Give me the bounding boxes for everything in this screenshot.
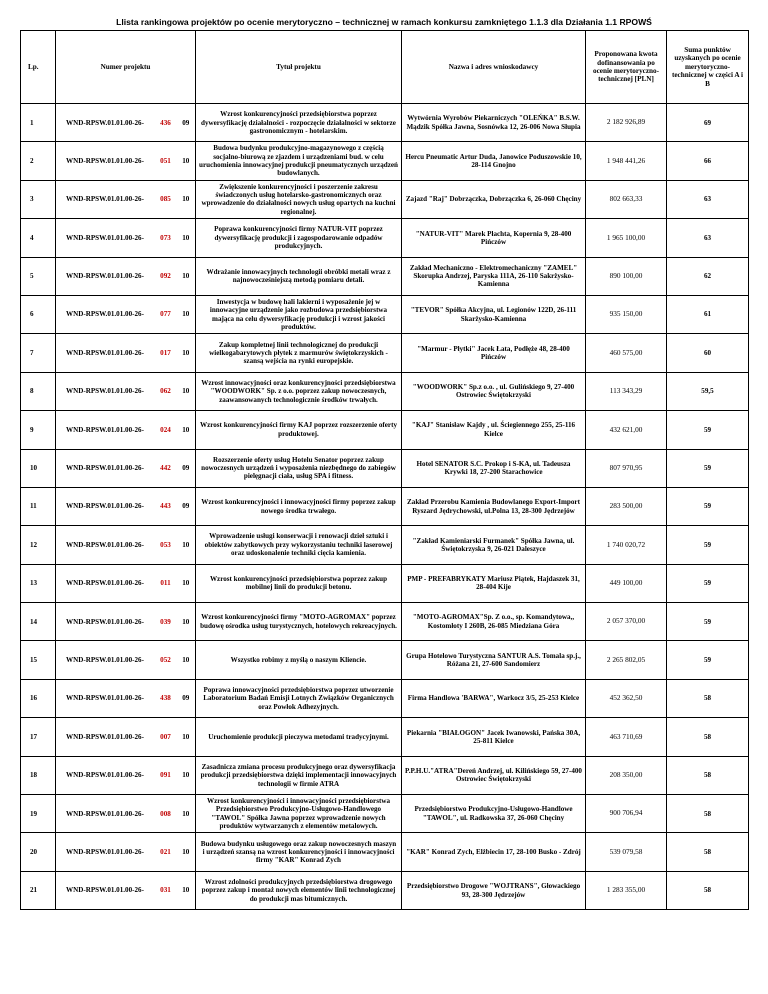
project-number-prefix: WND-RPSW.01.01.00-26-: [56, 411, 155, 449]
table-row: [21, 334, 749, 372]
table-row: [21, 219, 749, 257]
project-title: Poprawa innowacyjności przedsiębiorstwa poprzez utworzenie Laboratorium Badań Emisji Lotnych Związków Organicznych oraz Powłok Adhezyjnych.: [196, 679, 402, 717]
project-code: 011: [155, 564, 177, 602]
row-lp: 1: [21, 104, 56, 142]
project-title: Wszystko robimy z myślą o naszym Kliencie.: [196, 641, 402, 679]
project-version: 10: [177, 833, 196, 871]
table-row: [21, 142, 749, 180]
table-row: [21, 295, 749, 333]
funding-amount: 890 100,00: [586, 257, 667, 295]
project-number-prefix: WND-RPSW.01.01.00-26-: [56, 180, 155, 218]
project-version: 10: [177, 257, 196, 295]
project-number-prefix: WND-RPSW.01.01.00-26-: [56, 104, 155, 142]
project-version: 10: [177, 334, 196, 372]
points-total: 58: [667, 833, 749, 871]
points-total: 63: [667, 180, 749, 218]
project-code: 051: [155, 142, 177, 180]
row-lp: 21: [21, 871, 56, 909]
applicant-name-address: "MOTO-AGROMAX"Sp. Z o.o., sp. Komandytowa,, Kostomłoty I 260B, 26-085 Miedziana Góra: [402, 603, 586, 641]
project-number-prefix: WND-RPSW.01.01.00-26-: [56, 219, 155, 257]
points-total: 59: [667, 564, 749, 602]
applicant-name-address: Grupa Hotelowo Turystyczna SANTUR A.S. Tomala sp.j., Różana 21, 27-600 Sandomierz: [402, 641, 586, 679]
applicant-name-address: PMP - PREFABRYKATY Mariusz Piątek, Hajdaszek 31, 28-404 Kije: [402, 564, 586, 602]
project-version: 09: [177, 449, 196, 487]
row-lp: 3: [21, 180, 56, 218]
project-number-prefix: WND-RPSW.01.01.00-26-: [56, 257, 155, 295]
table-row: [21, 487, 749, 525]
project-title: Rozszerzenie oferty usług Hotelu Senator poprzez zakup nowoczesnych urządzeń i wyposażenia niezbędnego do zabiegów pielęgnacji ciała, usług SPA i fitness.: [196, 449, 402, 487]
points-total: 58: [667, 718, 749, 756]
header-project-title: Tytuł projektu: [196, 31, 402, 104]
project-version: 10: [177, 219, 196, 257]
row-lp: 10: [21, 449, 56, 487]
row-lp: 12: [21, 526, 56, 564]
project-version: 10: [177, 411, 196, 449]
table-row: [21, 449, 749, 487]
project-code: 438: [155, 679, 177, 717]
project-code: 062: [155, 372, 177, 410]
applicant-name-address: "KAR" Konrad Zych, Elżbiecin 17, 28-100 Busko - Zdrój: [402, 833, 586, 871]
funding-amount: 2 182 926,89: [586, 104, 667, 142]
project-version: 09: [177, 679, 196, 717]
applicant-name-address: "WOODWORK" Sp.z o.o. , ul. Gulińskiego 9, 27-400 Ostrowiec Świętokrzyski: [402, 372, 586, 410]
points-total: 59: [667, 603, 749, 641]
project-code: 008: [155, 795, 177, 833]
funding-amount: 802 663,33: [586, 180, 667, 218]
project-code: 039: [155, 603, 177, 641]
project-title: Wprowadzenie usługi konserwacji i renowacji dzieł sztuki i obiektów zabytkowych przy wykorzystaniu techniki laserowej oraz udoskonalenie techniki cięcia kamienia.: [196, 526, 402, 564]
project-number-prefix: WND-RPSW.01.01.00-26-: [56, 334, 155, 372]
funding-amount: 449 100,00: [586, 564, 667, 602]
points-total: 69: [667, 104, 749, 142]
project-number-prefix: WND-RPSW.01.01.00-26-: [56, 526, 155, 564]
table-row: [21, 871, 749, 909]
project-code: 442: [155, 449, 177, 487]
header-project-number: Numer projektu: [56, 31, 196, 104]
row-lp: 14: [21, 603, 56, 641]
project-title: Budowa budynku usługowego oraz zakup nowoczesnych maszyn i urządzeń szansą na wzrost konkurencyjności i innowacyjności firmy "KAR" Konrad Zych: [196, 833, 402, 871]
points-total: 59,5: [667, 372, 749, 410]
project-number-prefix: WND-RPSW.01.01.00-26-: [56, 833, 155, 871]
row-lp: 9: [21, 411, 56, 449]
project-title: Zwiększenie konkurencyjności i poszerzenie zakresu świadczonych usług hotelarsko-gastronomicznych oraz wprowadzenie do działalności nowych usług opartych na kuchni regionalnej.: [196, 180, 402, 218]
project-title: Wzrost konkurencyjności i innowacyjności przedsiębiorstwa Przedsiębiorstwo Produkcyjno-Usługowo-Handlowego "TAWOL" Spółka Jawna poprzez wprowadzenie nowych produktów wytwarzanych z elementów metalowych.: [196, 795, 402, 833]
funding-amount: 432 621,00: [586, 411, 667, 449]
row-lp: 16: [21, 679, 56, 717]
funding-amount: 935 150,00: [586, 295, 667, 333]
project-title: Zakup kompletnej linii technologicznej do produkcji wielkogabarytowych płytek z marmurów świętokrzyskich - szansą wejścia na rynki europejskie.: [196, 334, 402, 372]
applicant-name-address: P.P.H.U."ATRA"Dereń Andrzej, ul. Kilińskiego 59, 27-400 Ostrowiec Świętokrzyski: [402, 756, 586, 794]
row-lp: 11: [21, 487, 56, 525]
points-total: 59: [667, 641, 749, 679]
header-lp: Lp.: [21, 31, 56, 104]
applicant-name-address: "NATUR-VIT" Marek Płachta, Kopernia 9, 28-400 Pińczów: [402, 219, 586, 257]
table-row: [21, 641, 749, 679]
project-code: 024: [155, 411, 177, 449]
table-row: [21, 564, 749, 602]
funding-amount: 1 965 100,00: [586, 219, 667, 257]
points-total: 63: [667, 219, 749, 257]
applicant-name-address: Zakład Przerobu Kamienia Budowlanego Export-Import Ryszard Jędrychowski, ul.Polna 13, 28-300 Jędrzejów: [402, 487, 586, 525]
project-code: 436: [155, 104, 177, 142]
applicant-name-address: Firma Handlowa 'BARWA", Warkocz 3/5, 25-253 Kielce: [402, 679, 586, 717]
row-lp: 6: [21, 295, 56, 333]
project-version: 10: [177, 756, 196, 794]
project-code: 443: [155, 487, 177, 525]
table-row: [21, 372, 749, 410]
row-lp: 20: [21, 833, 56, 871]
project-version: 09: [177, 104, 196, 142]
points-total: 62: [667, 257, 749, 295]
project-version: 10: [177, 718, 196, 756]
project-code: 007: [155, 718, 177, 756]
project-version: 10: [177, 641, 196, 679]
funding-amount: 452 362,50: [586, 679, 667, 717]
project-number-prefix: WND-RPSW.01.01.00-26-: [56, 795, 155, 833]
points-total: 58: [667, 756, 749, 794]
funding-amount: 539 079,58: [586, 833, 667, 871]
project-number-prefix: WND-RPSW.01.01.00-26-: [56, 718, 155, 756]
project-number-prefix: WND-RPSW.01.01.00-26-: [56, 372, 155, 410]
funding-amount: 208 350,00: [586, 756, 667, 794]
row-lp: 15: [21, 641, 56, 679]
funding-amount: 2 057 370,00: [586, 603, 667, 641]
project-version: 10: [177, 603, 196, 641]
applicant-name-address: "KAJ" Stanisław Kajdy , ul. Ściegiennego 255, 25-116 Kielce: [402, 411, 586, 449]
points-total: 59: [667, 526, 749, 564]
project-title: Wzrost zdolności produkcyjnych przedsiębiorstwa drogowego poprzez zakup i montaż nowych elementów linii technologicznej do produkcji mas bitumicznych.: [196, 871, 402, 909]
document-title: Llista rankingowa projektów po ocenie merytoryczno – technicznej w ramach konkursu zamkniętego 1.1.3 dla Działania 1.1 RPOWŚ: [116, 17, 652, 27]
project-version: 09: [177, 487, 196, 525]
project-title: Wzrost konkurencyjności firmy "MOTO-AGROMAX" poprzez budowę ośrodka usług turystycznych, hotelowych rekreacyjnych.: [196, 603, 402, 641]
project-code: 085: [155, 180, 177, 218]
applicant-name-address: "Marmur - Płytki" Jacek Łata, Podłęże 48, 28-400 Pińczów: [402, 334, 586, 372]
project-code: 017: [155, 334, 177, 372]
header-applicant: Nazwa i adres wnioskodawcy: [402, 31, 586, 104]
project-code: 092: [155, 257, 177, 295]
project-version: 10: [177, 180, 196, 218]
project-version: 10: [177, 871, 196, 909]
table-row: [21, 795, 749, 833]
applicant-name-address: Wytwórnia Wyrobów Piekarniczych "OLEŃKA" B.S.W. Mądzik Spółka Jawna, Sosnówka 12, 26-006 Nowa Słupia: [402, 104, 586, 142]
project-title: Wzrost konkurencyjności przedsiębiorstwa poprzez dywersyfikację działalności - rozpoczęcie działalności w sektorze gastronomicznym - hotelarskim.: [196, 104, 402, 142]
project-title: Wzrost innowacyjności oraz konkurencyjności przedsiębiorstwa "WOODWORK" Sp. z o.o. poprzez zakup nowoczesnych, zaawansowanych technologicznie środków trwałych.: [196, 372, 402, 410]
project-version: 10: [177, 526, 196, 564]
funding-amount: 1 740 020,72: [586, 526, 667, 564]
project-code: 052: [155, 641, 177, 679]
funding-amount: 1 948 441,26: [586, 142, 667, 180]
row-lp: 5: [21, 257, 56, 295]
points-total: 61: [667, 295, 749, 333]
table-row: [21, 257, 749, 295]
header-amount: Proponowana kwota dofinansowania po ocenie merytoryczno-technicznej [PLN]: [586, 31, 667, 104]
table-row: [21, 718, 749, 756]
row-lp: 8: [21, 372, 56, 410]
funding-amount: 283 500,00: [586, 487, 667, 525]
project-number-prefix: WND-RPSW.01.01.00-26-: [56, 295, 155, 333]
project-code: 077: [155, 295, 177, 333]
project-code: 053: [155, 526, 177, 564]
project-version: 10: [177, 564, 196, 602]
project-number-prefix: WND-RPSW.01.01.00-26-: [56, 564, 155, 602]
project-title: Wzrost konkurencyjności przedsiębiorstwa poprzez zakup mobilnej linii do produkcji betonu.: [196, 564, 402, 602]
funding-amount: 1 283 355,00: [586, 871, 667, 909]
table-row: [21, 526, 749, 564]
row-lp: 13: [21, 564, 56, 602]
project-title: Inwestycja w budowę hali lakierni i wyposażenie jej w innowacyjne urządzenie jako rozbudowa przedsiębiorstwa mająca na celu dywersyfikację produkcji i wzrost jakości produktów.: [196, 295, 402, 333]
applicant-name-address: "TEVOR" Spółka Akcyjna, ul. Legionów 122D, 26-111 Skarżysko-Kamienna: [402, 295, 586, 333]
project-code: 073: [155, 219, 177, 257]
funding-amount: 900 706,94: [586, 795, 667, 833]
funding-amount: 113 343,29: [586, 372, 667, 410]
project-number-prefix: WND-RPSW.01.01.00-26-: [56, 487, 155, 525]
project-title: Uruchomienie produkcji pieczywa metodami tradycyjnymi.: [196, 718, 402, 756]
applicant-name-address: Piekarnia "BIAŁOGON" Jacek Iwanowski, Pańska 30A, 25-811 Kielce: [402, 718, 586, 756]
applicant-name-address: Przedsiębiorstwo Drogowe "WOJTRANS", Głowackiego 93, 28-300 Jędrzejów: [402, 871, 586, 909]
row-lp: 2: [21, 142, 56, 180]
project-title: Wdrażanie innowacyjnych technologii obróbki metali wraz z najnowocześniejszą metodą pomiaru detali.: [196, 257, 402, 295]
row-lp: 18: [21, 756, 56, 794]
project-number-prefix: WND-RPSW.01.01.00-26-: [56, 679, 155, 717]
project-version: 10: [177, 142, 196, 180]
table-row: [21, 679, 749, 717]
project-version: 10: [177, 372, 196, 410]
project-number-prefix: WND-RPSW.01.01.00-26-: [56, 871, 155, 909]
project-number-prefix: WND-RPSW.01.01.00-26-: [56, 756, 155, 794]
funding-amount: 2 265 802,05: [586, 641, 667, 679]
table-row: [21, 756, 749, 794]
funding-amount: 463 710,69: [586, 718, 667, 756]
project-number-prefix: WND-RPSW.01.01.00-26-: [56, 641, 155, 679]
applicant-name-address: Hercu Pneumatic Artur Duda, Janowice Poduszowskie 10, 28-114 Gnojno: [402, 142, 586, 180]
ranking-table: [20, 30, 749, 910]
table-row: [21, 833, 749, 871]
applicant-name-address: "Zakład Kamieniarski Furmanek" Spółka Jawna, ul. Świętokrzyska 9, 26-021 Daleszyce: [402, 526, 586, 564]
points-total: 58: [667, 679, 749, 717]
project-code: 021: [155, 833, 177, 871]
project-number-prefix: WND-RPSW.01.01.00-26-: [56, 142, 155, 180]
points-total: 58: [667, 795, 749, 833]
project-title: Poprawa konkurencyjności firmy NATUR-VIT poprzez dywersyfikację produkcji i zagospodarowanie odpadów produkcyjnych.: [196, 219, 402, 257]
table-row: [21, 104, 749, 142]
table-row: [21, 603, 749, 641]
points-total: 59: [667, 449, 749, 487]
funding-amount: 460 575,00: [586, 334, 667, 372]
row-lp: 19: [21, 795, 56, 833]
row-lp: 17: [21, 718, 56, 756]
table-row: [21, 411, 749, 449]
project-code: 031: [155, 871, 177, 909]
project-title: Zasadnicza zmiana procesu produkcyjnego oraz dywersyfikacja produkcji przedsiębiorstwa dzięki implementacji innowacyjnych technologii w firmie ATRA: [196, 756, 402, 794]
project-version: 10: [177, 795, 196, 833]
table-row: [21, 180, 749, 218]
project-version: 10: [177, 295, 196, 333]
project-title: Budowa budynku produkcyjno-magazynowego z częścią socjalno-biurową ze zjazdem i urządzeniami bud. w celu uruchomienia innowacyjnej produkcji pneumatycznych urządzeń budowlanych.: [196, 142, 402, 180]
project-code: 091: [155, 756, 177, 794]
project-number-prefix: WND-RPSW.01.01.00-26-: [56, 449, 155, 487]
project-number-prefix: WND-RPSW.01.01.00-26-: [56, 603, 155, 641]
header-points: Suma punktów uzyskanych po ocenie merytoryczno-technicznej w części A i B: [667, 31, 749, 104]
points-total: 58: [667, 871, 749, 909]
applicant-name-address: Przedsiębiorstwo Produkcyjno-Usługowo-Handlowe "TAWOL", ul. Radkowska 37, 26-060 Chęciny: [402, 795, 586, 833]
row-lp: 4: [21, 219, 56, 257]
points-total: 66: [667, 142, 749, 180]
project-title: Wzrost konkurencyjności i innowacyjności firmy poprzez zakup nowego środka trwałego.: [196, 487, 402, 525]
project-title: Wzrost konkurencyjności firmy KAJ poprzez rozszerzenie oferty produktowej.: [196, 411, 402, 449]
points-total: 60: [667, 334, 749, 372]
table-header-row: [21, 31, 749, 104]
points-total: 59: [667, 487, 749, 525]
applicant-name-address: Zakład Mechaniczno - Elektromechaniczny "ZAMEL" Skorupka Andrzej, Paryska 111A, 26-110 Sakrżysko-Kamienna: [402, 257, 586, 295]
points-total: 59: [667, 411, 749, 449]
applicant-name-address: Zajazd "Raj" Dobrzączka, Dobrzączka 6, 26-060 Chęciny: [402, 180, 586, 218]
funding-amount: 807 970,95: [586, 449, 667, 487]
applicant-name-address: Hotel SENATOR S.C. Prokop i S-KA, ul. Tadeusza Krywki 18, 27-200 Starachowice: [402, 449, 586, 487]
row-lp: 7: [21, 334, 56, 372]
